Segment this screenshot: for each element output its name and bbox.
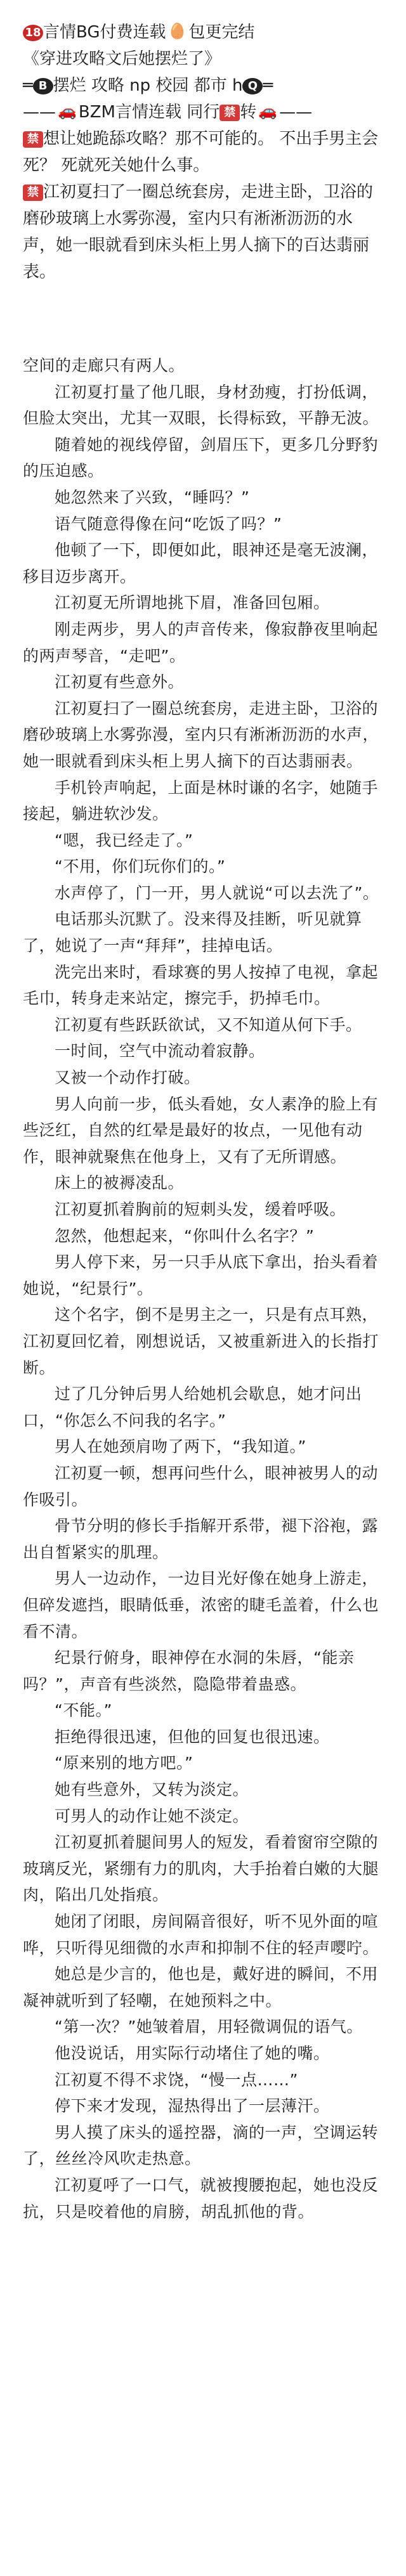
story-paragraph: 语气随意得像在问“吃饭了吗？” [55, 514, 282, 533]
story-paragraph: 可男人的动作让她不淡定。 [55, 1806, 249, 1825]
story-paragraph: 她有些意外，又转为淡定。 [55, 1780, 249, 1799]
forbid-badge: 禁 [219, 105, 240, 121]
story-paragraph: 骨节分明的修长手指解开系带，褪下浴袍，露出自皙紧实的肌理。 [23, 1517, 379, 1562]
story-paragraph: 手机铃声响起，上面是林时谦的名字，她随手接起，躺进软沙发。 [23, 778, 379, 824]
story-paragraph: 他没说话，用实际行动堵住了她的嘴。 [55, 2044, 330, 2062]
story-paragraph: “不用，你们玩你们的。” [55, 857, 226, 876]
synopsis-text: 想让她跪舔攻略？那不可能的。 不出手男主会死？ 死就死关她什么事。 [23, 129, 379, 175]
story-paragraph: 拒绝得很迅速，但他的回复也很迅速。 [55, 1727, 330, 1746]
story-paragraph: 她闭了闭眼，房间隔音很好，听不见外面的喧哗，只听得见细微的水声和抑制不住的轻声嘤咛。 [23, 1912, 379, 1957]
story-paragraph: 空间的走廊只有两人。 [23, 356, 185, 375]
header-line-3 [23, 72, 383, 99]
story-paragraph: 江初夏扫了一圈总统套房，走进主卧，卫浴的磨砂玻璃上水雾弥漫，室内只有淅淅沥沥的水声，她一眼就看到床头柜上男人摘下的百达翡丽表。 [23, 699, 379, 770]
right-deco: ═ [263, 76, 273, 95]
story-paragraph: 江初夏呼了一口气，就被搜腰抱起，她也没反抗，只是咬着他的肩膀，胡乱抓他的背。 [23, 2175, 379, 2221]
story-paragraph: 又被一个动作打破。 [55, 1068, 200, 1087]
story-paragraph: 男人在她颈肩吻了两下，“我知道。” [55, 1437, 306, 1456]
header-line-4-tail: 转 [240, 103, 257, 122]
story-paragraph: 床上的被褥凌乱。 [55, 1174, 185, 1193]
forbid-badge-3: 禁 [23, 184, 43, 201]
story-paragraph: 电话那头沉默了。没来得及挂断，听见就算了，她说了一声“拜拜”，挂掉电话。 [23, 910, 362, 955]
tags-text: 摆烂 攻略 np 校园 都市 h [53, 76, 243, 95]
story-paragraph: 洗完出来时，看球赛的男人按掉了电视，拿起毛巾，转身走来站定，擦完手，扔掉毛巾。 [23, 962, 379, 1008]
story-paragraph: “第一次？”她皱着眉，用轻微调侃的语气。 [55, 2017, 363, 2036]
car-icon-2: 🚗 [258, 102, 278, 120]
left-deco: ═ [23, 76, 33, 95]
b-circle-icon: B [33, 78, 53, 94]
story-paragraph: “嗯，我已经走了。” [55, 831, 193, 850]
header-line-4 [23, 99, 383, 126]
q-circle-icon: Q [242, 78, 263, 94]
header-line-1-tail: 包更完结 [188, 23, 255, 42]
story-paragraph: 江初夏抓着腿间男人的短发，看着窗帘空隙的玻璃反光，紧绷有力的肌肉，大手抬着白嫩的大腿肉，陷出几处指痕。 [23, 1833, 379, 1905]
story-paragraph: 江初夏一顿，想再问些什么，眼神被男人的动作吸引。 [23, 1463, 379, 1509]
story-paragraph: 男人停下来，另一只手从底下拿出，抬头看着她说，“纪景行”。 [23, 1253, 379, 1298]
story-paragraph: 一时间，空气中流动着寂静。 [55, 1042, 265, 1061]
story-paragraph: “原来别的地方吧。” [55, 1754, 193, 1773]
story-paragraph: 江初夏打量了他几眼，身材劲瘦，打扮低调，但脸太突出，尤其一双眼，长得标致，平静无波。 [23, 382, 379, 428]
header-line-5 [23, 126, 383, 179]
header-block [23, 19, 383, 285]
story-paragraph: 她忽然来了兴致，“睡吗？” [55, 488, 250, 507]
header-line-4-text: BZM言情连载 同行 [78, 103, 220, 122]
story-paragraph: 她总是少言的，他也是，戴好进的瞬间，不用凝神就听到了轻嘲，在她预料之中。 [23, 1965, 379, 2010]
book-title [23, 46, 383, 72]
age-rating-badge: 18 [23, 25, 43, 41]
story-paragraph: 江初夏有些意外。 [55, 673, 185, 692]
excerpt-text: 江初夏扫了一圈总统套房，走进主卧，卫浴的磨砂玻璃上水雾弥漫，室内只有淅淅沥沥的水声，她一眼就看到床头柜上男人摘下的百达翡丽表。 [23, 183, 374, 282]
story-paragraph: 江初夏不得不求饶，“慢一点……” [55, 2070, 298, 2089]
header-line-1-text: 言情BG付费连载 [43, 23, 166, 42]
header-line-6 [23, 179, 383, 285]
story-paragraph: 江初夏无所谓地挑下眉，准备回包厢。 [55, 593, 330, 612]
forbid-badge-2: 禁 [23, 131, 43, 148]
end-dash: —— [279, 103, 313, 122]
story-paragraph: 江初夏有些跃跃欲试，又不知道从何下手。 [55, 1015, 362, 1034]
story-paragraph: 男人摸了床头的遥控器，滴的一声，空调运转了，丝丝冷风吹走热意。 [23, 2123, 379, 2168]
egg-icon: 🥚 [167, 22, 187, 40]
book-title-text: 《穿进攻略文后她摆烂了》 [23, 49, 221, 68]
story-paragraph: 他顿了一下，即便如此，眼神还是毫无波澜，移目迈步离开。 [23, 541, 379, 586]
story-paragraph: 随着她的视线停留，剑眉压下，更多几分野豹的压迫感。 [23, 435, 379, 481]
story-paragraph: 刚走两步，男人的声音传来，像寂静夜里响起的两声琴音，“走吧”。 [23, 619, 379, 665]
story-paragraph: 这个名字，倒不是男主之一，只是有点耳熟，江初夏回忆着，刚想说话，又被重新进入的长指打断。 [23, 1305, 379, 1377]
header-line-1 [23, 19, 383, 46]
story-paragraph: 江初夏抓着胸前的短刺头发，缓着呼吸。 [55, 1200, 346, 1219]
story-paragraph: 忽然，他想起来，“你叫什么名字？” [55, 1226, 315, 1245]
story-paragraph: 男人向前一步，低头看她，女人素净的脸上有些泛红，自然的红晕是最好的妆点，一见他有动作，眼神就聚焦在他身上，又有了无所谓感。 [23, 1094, 379, 1166]
car-icon: 🚗 [58, 102, 77, 120]
story-paragraph: 纪景行俯身，眼神停在水洞的朱唇，“能亲吗？”，声音有些淡然，隐隐带着蛊惑。 [23, 1648, 355, 1693]
lead-dash: —— [23, 103, 56, 122]
story-paragraph: 男人一边动作，一边目光好像在她身上游走，但碎发遮挡，眼睛低垂，浓密的睫毛盖着，什么也看不清。 [23, 1569, 379, 1641]
story-paragraph: 停下来才发现，湿热得出了一层薄汗。 [55, 2097, 330, 2116]
story-paragraph: 水声停了，门一开，男人就说“可以去洗了”。 [55, 883, 379, 902]
story-paragraph: “不能。” [55, 1701, 112, 1720]
story-body [23, 353, 383, 2225]
story-paragraph: 过了几分钟后男人给她机会歇息，她才问出口，“你怎么不问我的名字。” [23, 1385, 362, 1430]
